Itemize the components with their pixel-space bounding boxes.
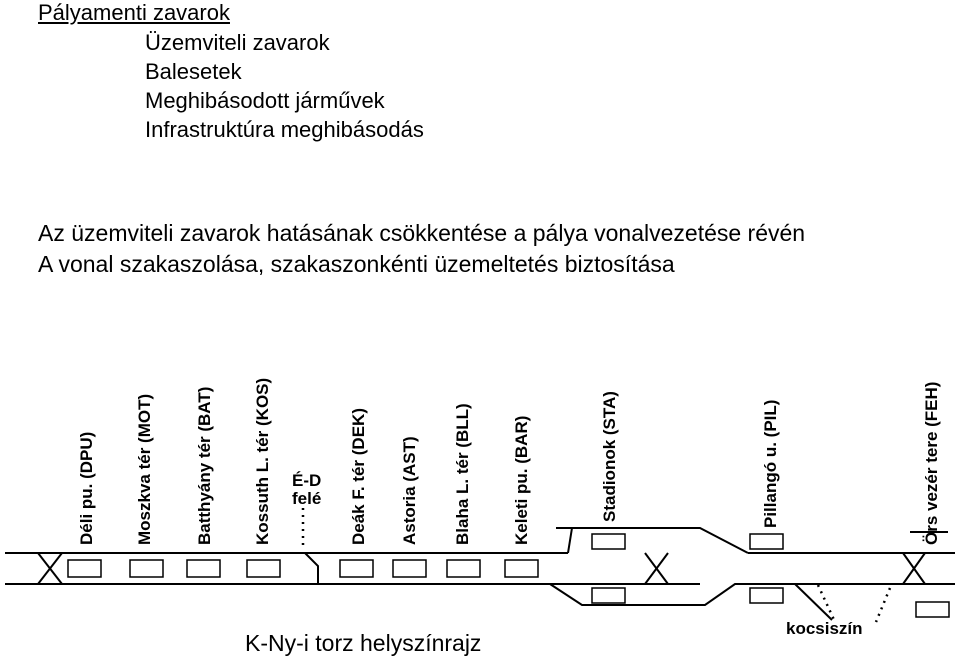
depot-label: kocsiszín	[786, 619, 863, 638]
depot-track	[795, 584, 832, 620]
station-label-kos: Kossuth L. tér (KOS)	[253, 377, 272, 545]
platform-pil-lower	[750, 588, 783, 603]
branch-label-line-1: É-D	[292, 471, 322, 490]
page-title: Pályamenti zavarok	[38, 0, 230, 25]
crossover-west	[38, 553, 62, 584]
platform-bar	[505, 560, 538, 577]
diagram-caption: K-Ny-i torz helyszínrajz	[245, 630, 482, 656]
crossover-stadionok	[645, 553, 668, 584]
station-label-bat: Batthyány tér (BAT)	[195, 386, 214, 545]
platform-dek	[340, 560, 373, 577]
platform-feh	[916, 602, 949, 617]
branch-connection	[305, 553, 318, 584]
station-label-feh: Örs vezér tere (FEH)	[922, 381, 941, 545]
station-label-sta: Stadionok (STA)	[600, 391, 619, 522]
crossover-east	[903, 553, 925, 584]
platform-bll	[447, 560, 480, 577]
platform-ast	[393, 560, 426, 577]
platform-pil-upper	[750, 534, 783, 549]
topic-item-vehicles: Meghibásodott járművek	[145, 88, 385, 113]
branch-label-line-2: felé	[292, 489, 322, 508]
topic-item-accidents: Balesetek	[145, 59, 242, 84]
depot-dotted-line-1	[818, 585, 835, 622]
topic-item-operational: Üzemviteli zavarok	[145, 30, 330, 55]
station-label-bar: Keleti pu. (BAR)	[512, 415, 531, 545]
platform-bat	[187, 560, 220, 577]
platform-sta-upper	[592, 534, 625, 549]
topic-item-infrastructure: Infrastruktúra meghibásodás	[145, 117, 424, 142]
platform-mot	[130, 560, 163, 577]
depot-dotted-line-2	[876, 588, 890, 622]
station-label-dek: Deák F. tér (DEK)	[349, 408, 368, 545]
station-label-pil: Pillangó u. (PIL)	[761, 399, 780, 528]
station-label-ast: Astoria (AST)	[400, 436, 419, 545]
body-line-1: Az üzemviteli zavarok hatásának csökkentése a pálya vonalvezetése révén	[38, 220, 806, 246]
platform-dpu	[68, 560, 101, 577]
station-label-dpu: Déli pu. (DPU)	[77, 431, 96, 545]
stadionok-loop-lower	[550, 584, 748, 605]
station-label-bll: Blaha L. tér (BLL)	[453, 403, 472, 545]
station-label-mot: Moszkva tér (MOT)	[135, 393, 154, 545]
body-line-2: A vonal szakaszolása, szakaszonkénti üzemeltetés biztosítása	[38, 251, 675, 277]
platform-kos	[247, 560, 280, 577]
platform-sta-lower	[592, 588, 625, 603]
